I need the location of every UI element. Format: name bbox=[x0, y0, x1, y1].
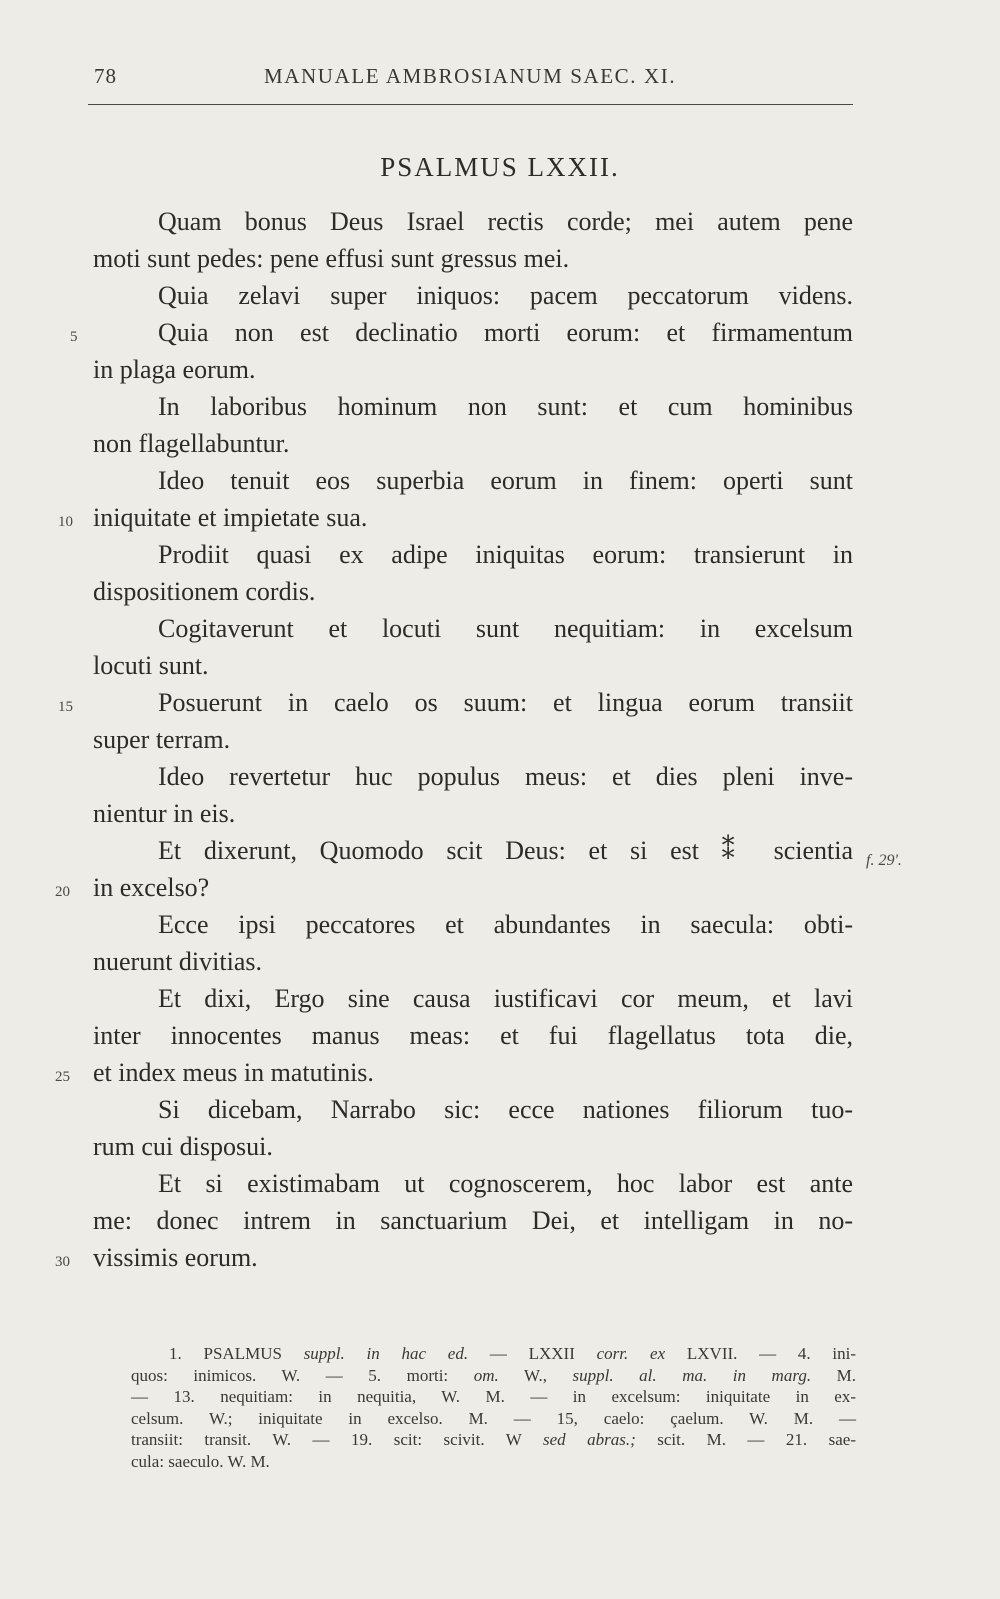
line-number: 5 bbox=[70, 329, 78, 345]
verse-line: nientur in eis. bbox=[93, 799, 236, 828]
verse-line: dispositionem cordis. bbox=[93, 577, 316, 606]
verse-line: Prodiit quasi ex adipe iniquitas eorum: transierunt in bbox=[158, 540, 853, 569]
footnote-line: celsum. W.; iniquitate in excelso. M. — 15, caelo: çaelum. W. M. — bbox=[131, 1408, 856, 1428]
verse-line: Et dixerunt, Quomodo scit Deus: et si est ⁑ scientia bbox=[158, 836, 853, 865]
verse-line: Ecce ipsi peccatores et abundantes in saecula: obti- bbox=[158, 910, 853, 939]
verse-line: nuerunt divitias. bbox=[93, 947, 262, 976]
footnote-line: transiit: transit. W. — 19. scit: scivit. W sed abras.; scit. M. — 21. sae- bbox=[131, 1430, 856, 1449]
verse-line: vissimis eorum. bbox=[93, 1243, 258, 1272]
psalm-title: PSALMUS LXXII. bbox=[380, 152, 620, 182]
line-number: 20 bbox=[55, 884, 70, 900]
verse-line: non flagellabuntur. bbox=[93, 429, 290, 458]
folio-margin-note: f. 29'. bbox=[866, 852, 902, 869]
verse-line: Posuerunt in caelo os suum: et lingua eorum transiit bbox=[158, 688, 853, 717]
running-title: MANUALE AMBROSIANUM SAEC. XI. bbox=[264, 64, 677, 88]
footnote-line: 1. PSALMUS suppl. in hac ed. — LXXII corr. ex LXVII. — 4. ini- bbox=[169, 1344, 857, 1363]
verse-line: Et dixi, Ergo sine causa iustificavi cor meum, et lavi bbox=[158, 984, 853, 1013]
line-number: 25 bbox=[55, 1069, 70, 1085]
verse-line: in plaga eorum. bbox=[93, 355, 256, 384]
footnote-line: quos: inimicos. W. — 5. morti: om. W., suppl. al. ma. in marg. M. bbox=[131, 1365, 856, 1385]
page-number: 78 bbox=[94, 64, 117, 88]
verse-line: Quam bonus Deus Israel rectis corde; mei autem pene bbox=[158, 207, 853, 236]
line-number: 15 bbox=[58, 699, 73, 715]
line-number: 10 bbox=[58, 514, 73, 530]
verse-line: rum cui disposui. bbox=[93, 1132, 273, 1161]
verse-line: in excelso? bbox=[93, 873, 210, 902]
verse-line: Ideo tenuit eos superbia eorum in finem: operti sunt bbox=[158, 466, 853, 495]
verse-line: et index meus in matutinis. bbox=[93, 1058, 374, 1087]
verse-line: locuti sunt. bbox=[93, 651, 209, 680]
footnote-line: cula: saeculo. W. M. bbox=[131, 1451, 270, 1471]
verse-line: In laboribus hominum non sunt: et cum hominibus bbox=[158, 392, 853, 421]
verse-line: me: donec intrem in sanctuarium Dei, et intelligam in no- bbox=[93, 1206, 853, 1235]
verse-line: Quia zelavi super iniquos: pacem peccatorum videns. bbox=[158, 281, 853, 310]
header-rule bbox=[88, 104, 853, 105]
verse-line: super terram. bbox=[93, 725, 231, 754]
verse-line: Cogitaverunt et locuti sunt nequitiam: in excelsum bbox=[158, 614, 853, 643]
verse-line: Si dicebam, Narrabo sic: ecce nationes filiorum tuo- bbox=[158, 1095, 853, 1124]
line-number: 30 bbox=[55, 1254, 70, 1270]
verse-line: iniquitate et impietate sua. bbox=[93, 503, 368, 532]
footnote-line: — 13. nequitiam: in nequitia, W. M. — in excelsum: iniquitate in ex- bbox=[131, 1387, 856, 1406]
verse-line: Et si existimabam ut cognoscerem, hoc labor est ante bbox=[158, 1169, 853, 1198]
verse-line: inter innocentes manus meas: et fui flagellatus tota die, bbox=[93, 1021, 853, 1050]
running-header bbox=[94, 64, 854, 92]
verse-line: Quia non est declinatio morti eorum: et firmamentum bbox=[158, 318, 853, 347]
verse-line: Ideo revertetur huc populus meus: et dies pleni inve- bbox=[158, 762, 853, 791]
verse-line: moti sunt pedes: pene effusi sunt gressus mei. bbox=[93, 244, 570, 273]
critical-apparatus bbox=[131, 1343, 856, 1472]
